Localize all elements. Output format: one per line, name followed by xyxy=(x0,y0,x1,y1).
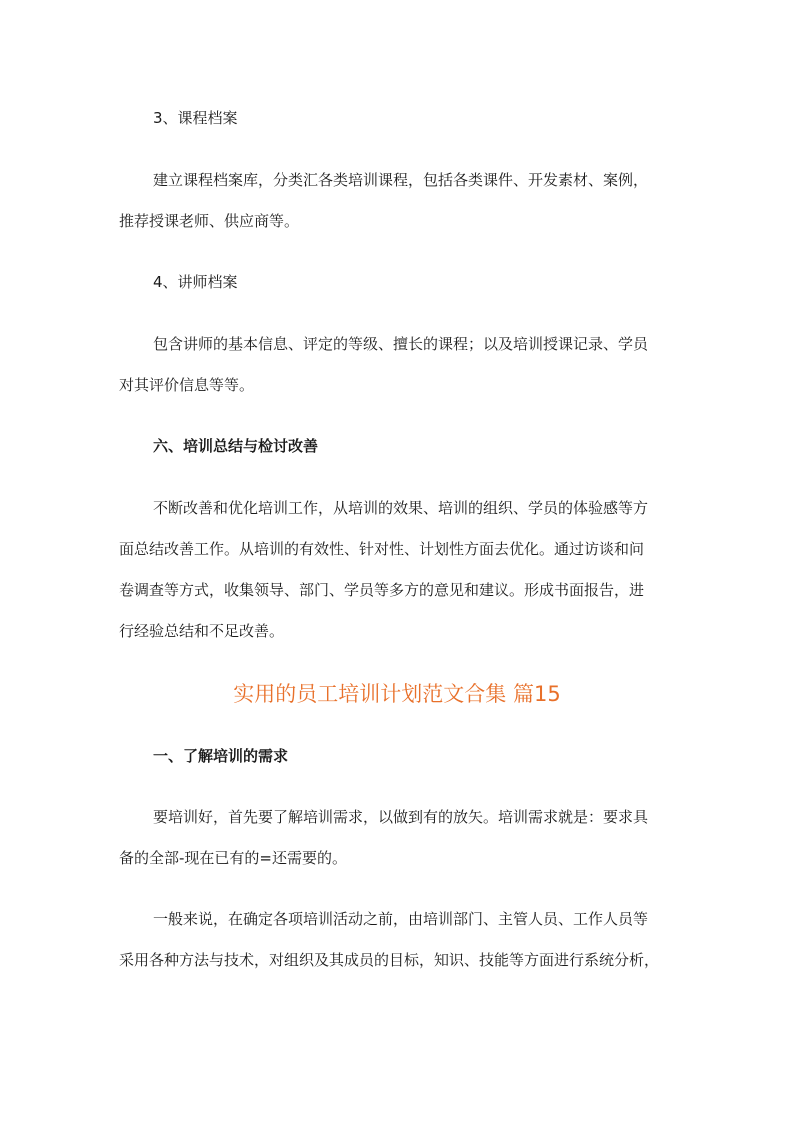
paragraph-line: 卷调查等方式，收集领导、部门、学员等多方的意见和建议。形成书面报告，进 xyxy=(119,581,645,599)
paragraph-line: 备的全部-现在已有的=还需要的。 xyxy=(119,849,347,867)
paragraph-line: 采用各种方法与技术，对组织及其成员的目标，知识、技能等方面进行系统分析， xyxy=(119,951,660,969)
section-heading-course-archive: 3、课程档案 xyxy=(153,109,238,127)
paragraph-line: 行经验总结和不足改善。 xyxy=(119,622,285,640)
paragraph-line: 推荐授课老师、供应商等。 xyxy=(119,212,300,230)
paragraph-line: 建立课程档案库，分类汇各类培训课程，包括各类课件、开发素材、案例， xyxy=(153,171,649,189)
paragraph-line: 包含讲师的基本信息、评定的等级、擅长的课程；以及培训授课记录、学员 xyxy=(153,335,649,353)
article-title: 实用的员工培训计划范文合集 篇15 xyxy=(233,682,561,706)
section-heading-needs: 一、了解培训的需求 xyxy=(153,747,289,765)
paragraph-line: 对其评价信息等等。 xyxy=(119,376,255,394)
paragraph-line: 面总结改善工作。从培训的有效性、针对性、计划性方面去优化。通过访谈和问 xyxy=(119,540,645,558)
paragraph-line: 不断改善和优化培训工作，从培训的效果、培训的组织、学员的体验感等方 xyxy=(153,499,649,517)
paragraph-line: 一般来说，在确定各项培训活动之前，由培训部门、主管人员、工作人员等 xyxy=(153,910,649,928)
section-heading-lecturer-archive: 4、讲师档案 xyxy=(153,273,238,291)
paragraph-line: 要培训好，首先要了解培训需求，以做到有的放矢。培训需求就是：要求具 xyxy=(153,808,649,826)
section-heading-summary: 六、培训总结与检讨改善 xyxy=(153,437,319,455)
